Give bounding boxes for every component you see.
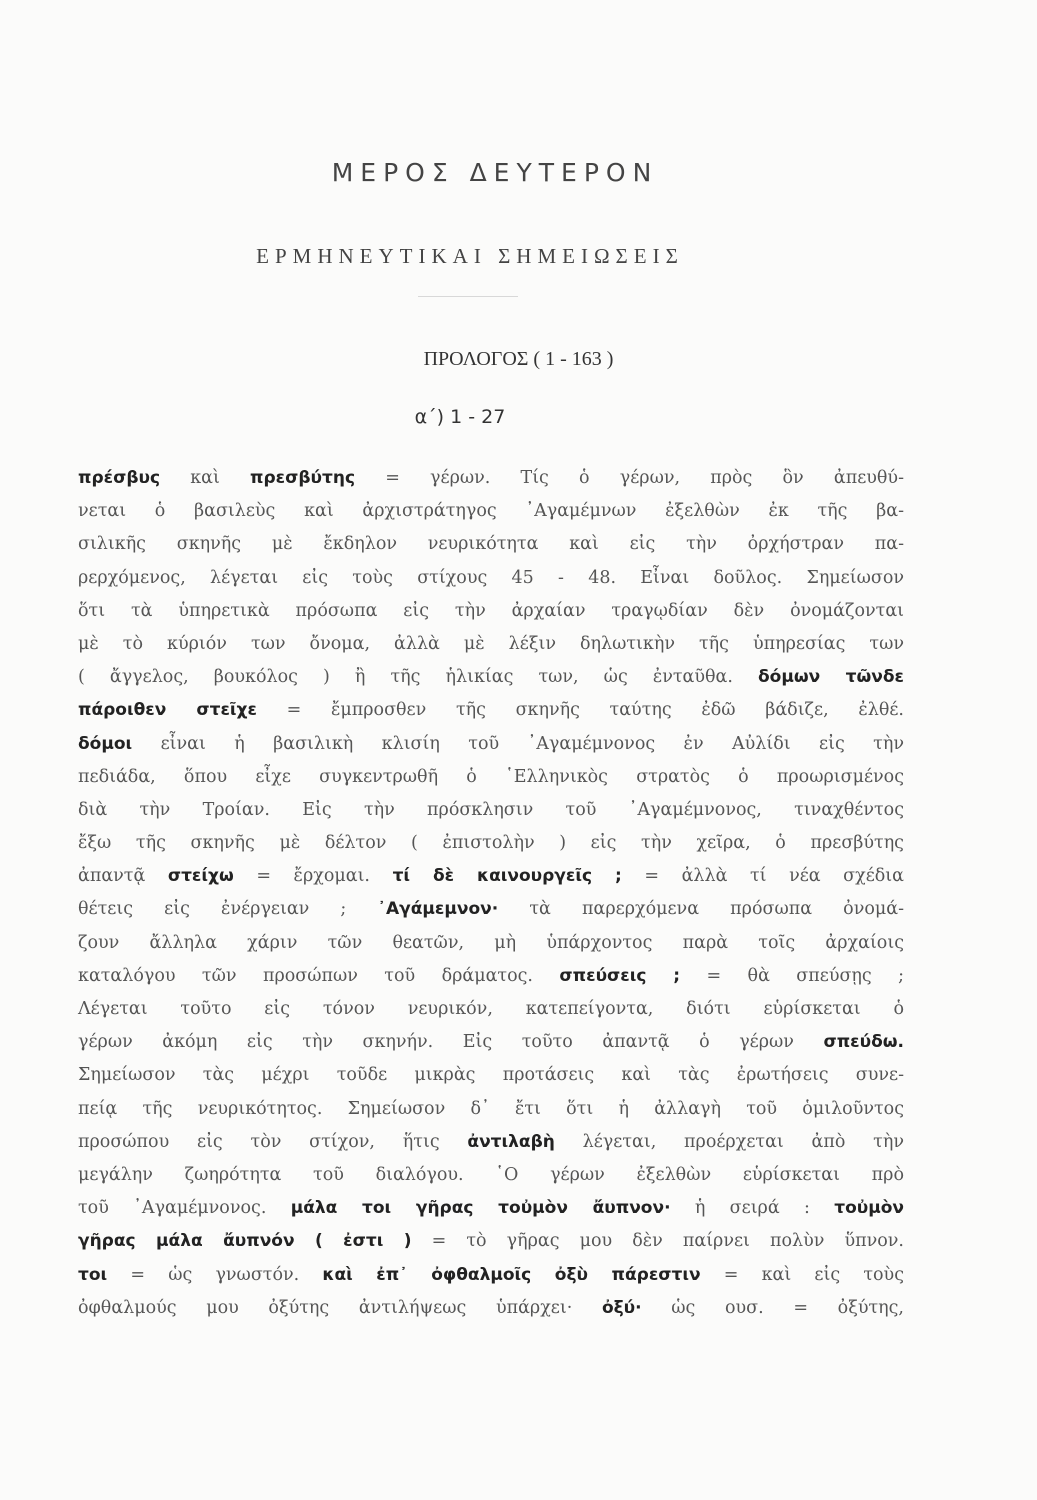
lemma-term: στείχω	[167, 866, 234, 887]
text-segment: πεδιάδα, ὅπου εἶχε συγκεντρωθῆ ὁ ῾Ελληνικὸς στρατὸς ὁ προωρισμένος	[78, 766, 904, 787]
text-segment: Σημείωσον τὰς μέχρι τοῦδε μικρὰς προτάσεις καὶ τὰς ἐρωτήσεις συνε-	[78, 1065, 904, 1086]
text-segment: σιλικῆς σκηνῆς μὲ ἔκδηλον νευρικότητα καὶ εἰς τὴν ὀρχήστραν πα-	[78, 534, 904, 555]
text-segment: = ἀλλὰ τί νέα σχέδια	[621, 866, 904, 887]
text-line	[78, 893, 904, 926]
lemma-term: δόμοι	[78, 733, 133, 754]
lemma-term: τοὐμὸν	[834, 1198, 904, 1219]
text-segment: ἀπαντᾷ	[78, 866, 168, 887]
lemma-term: καὶ ἐπ᾿ ὀφθαλμοῖς ὀξὺ πάρεστιν	[322, 1264, 701, 1285]
text-line	[78, 860, 904, 893]
text-segment: = ὡς γνωστόν.	[107, 1264, 323, 1285]
lemma-term: σπεύσεις ;	[559, 965, 681, 986]
text-segment: προσώπου εἰς τὸν στίχον, ἥτις	[78, 1131, 468, 1152]
lemma-term: δόμων τῶνδε	[757, 667, 904, 688]
text-line	[78, 1093, 904, 1126]
text-line	[78, 827, 904, 860]
text-line	[78, 728, 904, 761]
text-segment: πείᾳ τῆς νευρικότητος. Σημείωσον δ᾿ ἔτι ὅτι ἡ ἀλλαγὴ τοῦ ὁμιλοῦντος	[78, 1098, 904, 1119]
text-segment: τὰ παρερχόμενα πρόσωπα ὀνομά-	[498, 899, 904, 920]
text-segment: ἡ σειρά :	[670, 1198, 835, 1219]
lemma-term: ᾿Αγάμεμνον·	[377, 899, 499, 920]
lemma-term: ἀντιλαβὴ	[467, 1131, 555, 1152]
body-text	[78, 462, 904, 1325]
text-line	[78, 1259, 904, 1292]
text-line	[78, 1026, 904, 1059]
text-line	[78, 661, 904, 694]
text-line	[78, 694, 904, 727]
lemma-term: γῆρας μάλα ἄυπνόν ( ἐστι )	[78, 1231, 412, 1252]
text-line	[78, 495, 904, 528]
lemma-term: τί δὲ καινουργεῖς ;	[392, 866, 622, 887]
lemma-term: ὀξύ·	[601, 1297, 642, 1318]
lemma-term: πρέσβυς	[78, 468, 161, 488]
text-line	[78, 1126, 904, 1159]
text-segment: λέγεται, προέρχεται ἀπὸ τὴν	[554, 1131, 904, 1152]
section-title: ΠΡΟΛΟΓΟΣ ( 1 - 163 )	[423, 348, 614, 370]
text-segment: γέρων ἀκόμη εἰς τὴν σκηνήν. Εἰς τοῦτο ἀπαντᾷ ὁ γέρων	[78, 1032, 824, 1053]
text-segment: θέτεις εἰς ἐνέργειαν ;	[78, 899, 378, 920]
text-segment: ρερχόμενος, λέγεται εἰς τοὺς στίχους 45 - 48. Εἶναι δοῦλος. Σημείωσον	[78, 567, 904, 588]
text-segment: ὡς ουσ. = ὀξύτης,	[641, 1297, 904, 1318]
text-segment: = γέρων. Τίς ὁ γέρων, πρὸς ὃν ἀπευθύ-	[355, 468, 904, 488]
text-segment: μεγάλην ζωηρότητα τοῦ διαλόγου. ῾Ο γέρων ἐξελθὼν εὑρίσκεται πρὸ	[78, 1164, 904, 1185]
text-line	[78, 1292, 904, 1325]
lemma-term: τοι	[78, 1264, 108, 1285]
subsection-title: α΄) 1 - 27	[414, 406, 506, 428]
text-segment: = θὰ σπεύσῃς ;	[680, 965, 904, 986]
part-title: ΜΕΡΟΣ ΔΕΥΤΕΡΟΝ	[331, 158, 659, 187]
text-segment: ἔξω τῆς σκηνῆς μὲ δέλτον ( ἐπιστολὴν ) εἰς τὴν χεῖρα, ὁ πρεσβύτης	[78, 833, 904, 854]
lemma-term: σπεύδω.	[823, 1032, 904, 1053]
title-divider	[418, 296, 518, 297]
text-line	[78, 595, 904, 628]
text-segment: νεται ὁ βασιλεὺς καὶ ἀρχιστράτηγος ᾿Αγαμέμνων ἐξελθὼν ἐκ τῆς βα-	[78, 501, 904, 522]
text-line	[78, 927, 904, 960]
text-segment: = τὸ γῆρας μου δὲν παίρνει πολὺν ὕπνον.	[411, 1231, 904, 1252]
text-segment: ζουν ἄλληλα χάριν τῶν θεατῶν, μὴ ὑπάρχοντος παρὰ τοῖς ἀρχαίοις	[78, 932, 904, 953]
text-segment: εἶναι ἡ βασιλικὴ κλισίη τοῦ ᾿Αγαμέμνονος ἐν Αὐλίδι εἰς τὴν	[132, 733, 904, 754]
text-segment: = ἔμπροσθεν τῆς σκηνῆς ταύτης ἐδῶ βάδιζε, ἐλθέ.	[256, 700, 904, 721]
text-line	[78, 1192, 904, 1225]
text-segment: ὀφθαλμούς μου ὀξύτης ἀντιλήψεως ὑπάρχει·	[78, 1297, 602, 1318]
text-line	[78, 462, 904, 495]
sub-title: ΕΡΜΗΝΕΥΤΙΚΑΙ ΣΗΜΕΙΩΣΕΙΣ	[256, 244, 684, 268]
text-segment: ( ἄγγελος, βουκόλος ) ἢ τῆς ἡλικίας των, ὡς ἐνταῦθα.	[78, 667, 758, 688]
text-segment: Λέγεται τοῦτο εἰς τόνον νευρικόν, κατεπείγοντα, διότι εὑρίσκεται ὁ	[78, 999, 904, 1019]
text-line	[78, 960, 904, 993]
text-line	[78, 794, 904, 827]
text-line	[78, 993, 904, 1026]
lemma-term: πρεσβύτης	[250, 468, 356, 488]
text-segment: μὲ τὸ κύριόν των ὄνομα, ἀλλὰ μὲ λέξιν δηλωτικὴν τῆς ὑπηρεσίας των	[78, 633, 904, 654]
text-segment: τοῦ ᾿Αγαμέμνονος.	[78, 1198, 291, 1219]
text-segment: διὰ τὴν Τροίαν. Εἰς τὴν πρόσκλησιν τοῦ ᾿Αγαμέμνονος, τιναχθέντος	[78, 799, 904, 820]
text-line	[78, 1159, 904, 1192]
text-segment: ὅτι τὰ ὑπηρετικὰ πρόσωπα εἰς τὴν ἀρχαίαν τραγῳδίαν δὲν ὀνομάζονται	[78, 600, 904, 621]
text-segment: = καὶ εἰς τοὺς	[700, 1264, 904, 1285]
text-line	[78, 528, 904, 561]
lemma-term: πάροιθεν στεῖχε	[78, 700, 257, 721]
text-line	[78, 1225, 904, 1258]
text-segment: = ἔρχομαι.	[233, 866, 393, 887]
text-line	[78, 562, 904, 595]
text-line	[78, 628, 904, 661]
text-segment: καταλόγου τῶν προσώπων τοῦ δράματος.	[78, 965, 560, 986]
text-line	[78, 761, 904, 794]
text-segment: καὶ	[160, 468, 251, 488]
text-line	[78, 1059, 904, 1092]
lemma-term: μάλα τοι γῆρας τοὐμὸν ἄυπνον·	[290, 1198, 671, 1219]
